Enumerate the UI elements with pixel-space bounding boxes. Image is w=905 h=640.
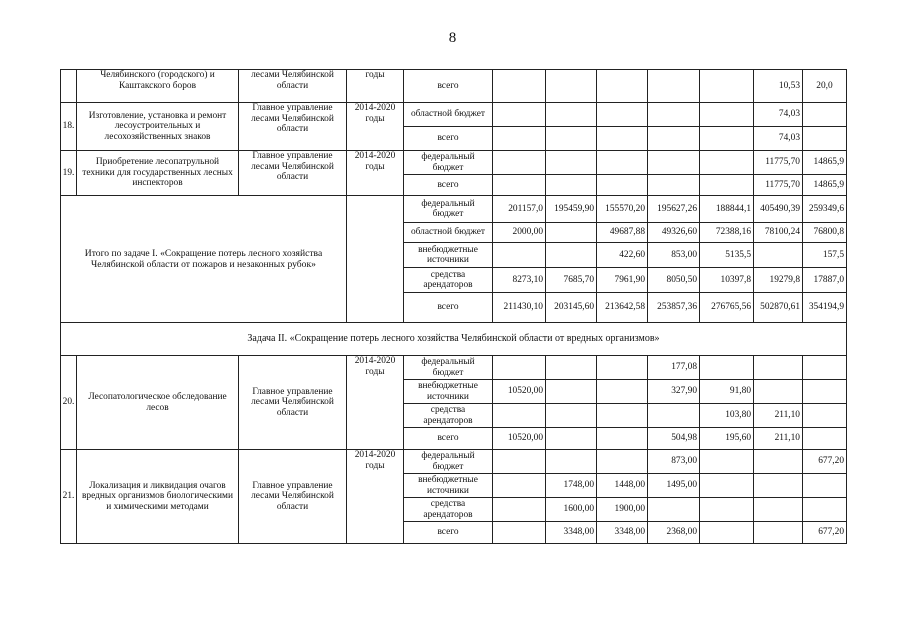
value-cell: 211,10 [754,428,803,450]
value-cell [803,404,847,428]
value-cell [597,380,648,404]
table-row [61,323,847,356]
value-cell [546,223,597,243]
source-cell: средства арендаторов [404,404,493,428]
value-cell: 276765,56 [700,293,754,323]
table-row [61,356,847,380]
activity-name-cell: Челябинского (городского) и Каштакского боров [77,70,239,103]
source-cell: средства арендаторов [404,498,493,522]
source-cell: всего [404,428,493,450]
value-cell: 78100,24 [754,223,803,243]
value-cell: 195,60 [700,428,754,450]
period-cell: 2014-2020 годы [347,356,404,450]
value-cell: 201157,0 [493,196,546,223]
value-cell [754,243,803,268]
value-cell: 3348,00 [597,522,648,544]
activity-name-cell: Локализация и ликвидация очагов вредных организмов биологическими и химическими методами [77,450,239,544]
value-cell: 74,03 [754,127,803,151]
period-cell: 2014-2020 годы [347,450,404,544]
value-cell: 74,03 [754,103,803,127]
value-cell [546,428,597,450]
value-cell [597,450,648,474]
value-cell: 91,80 [700,380,754,404]
value-cell [700,522,754,544]
value-cell: 211430,10 [493,293,546,323]
value-cell: 195627,26 [648,196,700,223]
task-heading: Задача II. «Сокращение потерь лесного хозяйства Челябинской области от вредных организмов» [61,323,847,356]
source-cell: всего [404,175,493,196]
row-number-cell: 18. [61,103,77,151]
value-cell [493,522,546,544]
value-cell: 188844,1 [700,196,754,223]
value-cell: 195459,90 [546,196,597,223]
value-cell: 2368,00 [648,522,700,544]
row-number-cell: 19. [61,151,77,196]
table-row [61,450,847,474]
source-cell: федеральный бюджет [404,196,493,223]
value-cell: 327,90 [648,380,700,404]
source-cell: всего [404,293,493,323]
value-cell: 10,53 [754,70,803,103]
table-row [61,70,847,103]
value-cell: 103,80 [700,404,754,428]
executor-cell: Главное управление лесами Челябинской области [239,356,347,450]
value-cell: 177,08 [648,356,700,380]
value-cell: 10397,8 [700,268,754,293]
value-cell: 14865,9 [803,151,847,175]
value-cell: 49687,88 [597,223,648,243]
value-cell: 259349,6 [803,196,847,223]
value-cell [754,450,803,474]
table-row [61,103,847,127]
value-cell [803,428,847,450]
value-cell [493,474,546,498]
task-total-label: Итого по задаче I. «Сокращение потерь лесного хозяйства Челябинской области от пожаров и незаконных рубок» [61,196,347,323]
value-cell: 504,98 [648,428,700,450]
value-cell: 19279,8 [754,268,803,293]
source-cell: федеральный бюджет [404,356,493,380]
executor-cell: лесами Челябинской области [239,70,347,103]
executor-cell: Главное управление лесами Челябинской области [239,450,347,544]
value-cell [648,498,700,522]
value-cell [754,356,803,380]
value-cell: 3348,00 [546,522,597,544]
value-cell [597,404,648,428]
activity-name-cell: Лесопатологическое обследование лесов [77,356,239,450]
value-cell: 8050,50 [648,268,700,293]
row-number-cell [61,70,77,103]
value-cell: 49326,60 [648,223,700,243]
value-cell [700,356,754,380]
executor-cell: Главное управление лесами Челябинской области [239,151,347,196]
value-cell [546,404,597,428]
value-cell [803,380,847,404]
activity-name-cell: Изготовление, установка и ремонт лесоустроительных и лесохозяйственных знаков [77,103,239,151]
table-row [61,196,847,223]
value-cell: 10520,00 [493,380,546,404]
value-cell [700,474,754,498]
source-cell: всего [404,522,493,544]
value-cell: 853,00 [648,243,700,268]
value-cell: 8273,10 [493,268,546,293]
value-cell [754,522,803,544]
value-cell [700,450,754,474]
value-cell: 155570,20 [597,196,648,223]
value-cell: 157,5 [803,243,847,268]
value-cell: 502870,61 [754,293,803,323]
value-cell [493,450,546,474]
program-table [60,69,847,544]
value-cell: 20,0 [803,70,847,103]
value-cell: 5135,5 [700,243,754,268]
source-cell: федеральный бюджет [404,151,493,175]
value-cell: 422,60 [597,243,648,268]
value-cell: 354194,9 [803,293,847,323]
value-cell [648,404,700,428]
value-cell [754,380,803,404]
period-cell: годы [347,70,404,103]
value-cell [493,404,546,428]
value-cell: 873,00 [648,450,700,474]
source-cell: областной бюджет [404,223,493,243]
value-cell [754,498,803,522]
source-cell: внебюджетные источники [404,380,493,404]
value-cell [546,243,597,268]
value-cell: 405490,39 [754,196,803,223]
value-cell: 1448,00 [597,474,648,498]
value-cell: 253857,36 [648,293,700,323]
row-number-cell: 20. [61,356,77,450]
value-cell [546,356,597,380]
value-cell [597,428,648,450]
value-cell [700,498,754,522]
value-cell [493,498,546,522]
value-cell: 677,20 [803,450,847,474]
value-cell [754,474,803,498]
executor-cell: Главное управление лесами Челябинской области [239,103,347,151]
value-cell [803,498,847,522]
table-row [61,151,847,175]
value-cell: 1900,00 [597,498,648,522]
value-cell: 11775,70 [754,151,803,175]
value-cell: 76800,8 [803,223,847,243]
page-number: 8 [448,30,457,46]
value-cell [546,380,597,404]
value-cell: 17887,0 [803,268,847,293]
period-cell: 2014-2020 годы [347,103,404,151]
source-cell: средства арендаторов [404,268,493,293]
row-number-cell: 21. [61,450,77,544]
value-cell: 7961,90 [597,268,648,293]
value-cell: 213642,58 [597,293,648,323]
value-cell [597,356,648,380]
source-cell: всего [404,127,493,151]
value-cell: 211,10 [754,404,803,428]
value-cell: 14865,9 [803,175,847,196]
value-cell [493,356,546,380]
value-cell: 11775,70 [754,175,803,196]
value-cell [546,450,597,474]
value-cell: 677,20 [803,522,847,544]
value-cell [803,356,847,380]
value-cell: 10520,00 [493,428,546,450]
value-cell: 203145,60 [546,293,597,323]
value-cell: 72388,16 [700,223,754,243]
value-cell [493,243,546,268]
value-cell: 7685,70 [546,268,597,293]
source-cell: областной бюджет [404,103,493,127]
source-cell: федеральный бюджет [404,450,493,474]
value-cell: 2000,00 [493,223,546,243]
source-cell: внебюджетные источники [404,243,493,268]
value-cell: 1600,00 [546,498,597,522]
source-cell: всего [404,70,493,103]
value-cell [803,474,847,498]
value-cell: 1748,00 [546,474,597,498]
period-cell: 2014-2020 годы [347,151,404,196]
source-cell: внебюджетные источники [404,474,493,498]
activity-name-cell: Приобретение лесопатрульной техники для государственных лесных инспекторов [77,151,239,196]
value-cell: 1495,00 [648,474,700,498]
